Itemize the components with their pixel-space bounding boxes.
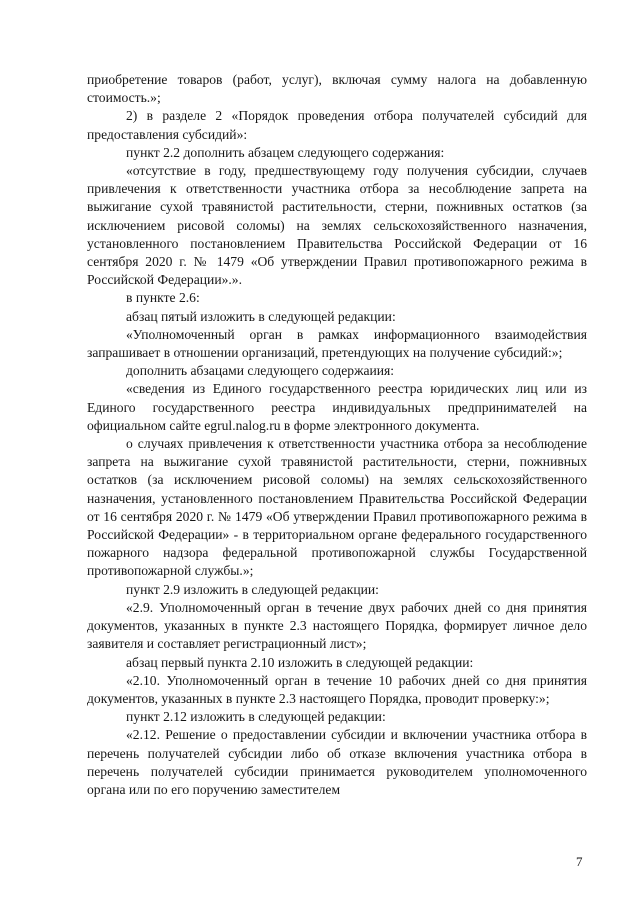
paragraph-12: «2.9. Уполномоченный орган в течение двух рабочих дней со дня принятия документов, указанных в пункте 2.3 настоящего Порядка, формирует личное дело заявителя и составляет регистрационный лист»; [87, 599, 587, 652]
paragraph-2: 2) в разделе 2 «Порядок проведения отбора получателей субсидий для предоставления субсидий»: [87, 108, 587, 142]
paragraph-16: «2.12. Решение о предоставлении субсидии и включении участника отбора в перечень получателей субсидии либо об отказе включения участника отбора в перечень получателей субсидии принимается руководителем уполномоченного органа или по его поручению заместителем [87, 727, 587, 797]
paragraph-15: пункт 2.12 изложить в следующей редакции: [126, 709, 386, 725]
paragraph-4: «отсутствие в году, предшествующему году получения субсидии, случаев привлечения к ответственности участника отбора за несоблюдение запрета на выжигание сухой травянистой растительности, стерни, пожнивных остатков (за исключением рисовой соломы) на землях сельскохозяйственного назначения, установленного постановлением Правительства Российской Федерации от 16 сентября 2020 г. № 1479 «Об утверждении Правил противопожарного режима в Российской Федерации».». [87, 163, 587, 288]
paragraph-9: «сведения из Единого государственного реестра юридических лиц или из Единого государственного реестра индивидуальных предпринимателей на официальном сайте egrul.nalog.ru в форме электронного документа. [87, 381, 587, 433]
paragraph-11: пункт 2.9 изложить в следующей редакции: [126, 581, 379, 597]
paragraph-5: в пункте 2.6: [126, 290, 200, 306]
paragraph-7: «Уполномоченный орган в рамках информационного взаимодействия запрашивает в отношении организаций, претендующих на получение субсидий:»; [87, 326, 587, 361]
paragraph-1: приобретение товаров (работ, услуг), включая сумму налога на добавленную стоимость.»; [87, 72, 587, 106]
paragraph-10: о случаях привлечения к ответственности участника отбора за несоблюдение запрета на выжигание сухой травянистой растительности, стерни, пожнивных остатков (за исключением рисовой соломы) на землях сельскохозяйственного назначения, установленного постановлением Правительства Российской Федерации от 16 сентября 2020 г. № 1479 «Об утверждении Правил противопожарного режима в Российской Федерации» - в территориальном органе федерального государственного пожарного надзора федеральной противопожарной службы Государственной противопожарной службы.»; [87, 436, 587, 579]
paragraph-8: дополнить абзацами следующего содержаиия: [126, 363, 395, 379]
document-body [87, 71, 587, 799]
page-number: 7 [576, 854, 583, 869]
paragraph-13: абзац первый пункта 2.10 изложить в следующей редакции: [126, 654, 474, 670]
paragraph-14: «2.10. Уполномоченный орган в течение 10 рабочих дней со дня принятия документов, указанных в пункте 2.3 настоящего Порядка, проводит проверку:»; [87, 672, 587, 706]
paragraph-3: пункт 2.2 дополнить абзацем следующего содержания: [126, 144, 445, 160]
paragraph-6: абзац пятый изложить в следующей редакции: [126, 308, 396, 324]
